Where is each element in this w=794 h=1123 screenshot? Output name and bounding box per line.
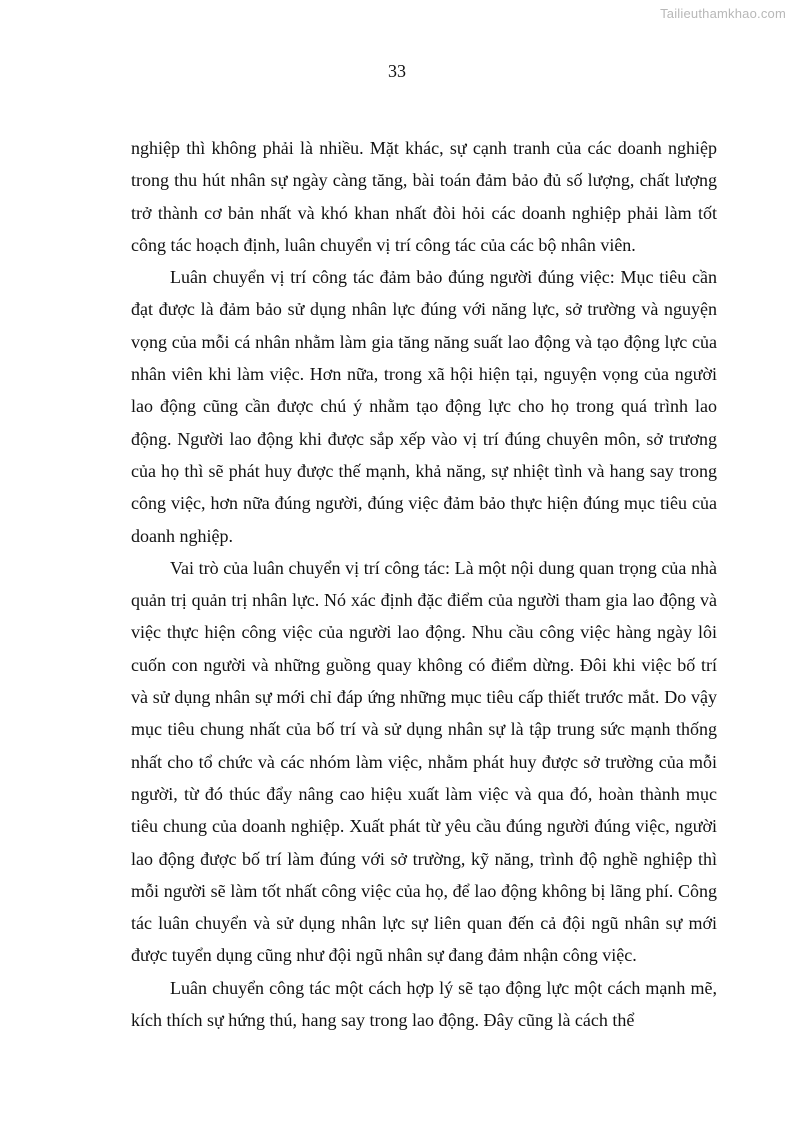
page-number: 33 xyxy=(388,61,406,81)
document-body xyxy=(131,132,717,1036)
watermark-text: Tailieuthamkhao.com xyxy=(660,6,786,21)
paragraph-continuation: nghiệp thì không phải là nhiều. Mặt khác, sự cạnh tranh của các doanh nghiệp trong thu hút nhân sự ngày càng tăng, bài toán đảm bảo đủ số lượng, chất lượng trở thành cơ bản nhất và khó khan nhất đòi hỏi các doanh nghiệp phải làm tốt công tác hoạch định, luân chuyển vị trí công tác của các bộ nhân viên. xyxy=(131,138,717,255)
paragraph-job-fit: Luân chuyển vị trí công tác đảm bảo đúng người đúng việc: Mục tiêu cần đạt được là đảm bảo sử dụng nhân lực đúng với năng lực, sở trường và nguyện vọng của mỗi cá nhân nhằm làm gia tăng năng suất lao động và tạo động lực của nhân viên khi làm việc. Hơn nữa, trong xã hội hiện tại, nguyện vọng của người lao động cũng cần được chú ý nhằm tạo động lực cho họ trong quá trình lao động. Người lao động khi được sắp xếp vào vị trí đúng chuyên môn, sở trương của họ thì sẽ phát huy được thế mạnh, khả năng, sự nhiệt tình và hang say trong công việc, hơn nữa đúng người, đúng việc đảm bảo thực hiện đúng mục tiêu của doanh nghiệp. xyxy=(131,267,717,546)
paragraph-motivation: Luân chuyển công tác một cách hợp lý sẽ tạo động lực một cách mạnh mẽ, kích thích sự hứng thú, hang say trong lao động. Đây cũng là cách thể xyxy=(131,977,717,1031)
paragraph-role-of-rotation: Vai trò của luân chuyển vị trí công tác: Là một nội dung quan trọng của nhà quản trị quản trị nhân lực. Nó xác định đặc điểm của người tham gia lao động và việc thực hiện công việc của người lao động. Nhu cầu công việc hàng ngày lôi cuốn con người và những guồng quay không có điểm dừng. Đôi khi việc bố trí và sử dụng nhân sự mới chỉ đáp ứng những mục tiêu cấp thiết trước mắt. Do vậy mục tiêu chung nhất của bố trí và sử dụng nhân sự là tập trung sức mạnh thống nhất cho tổ chức và các nhóm làm việc, nhằm phát huy được sở trường của mỗi người, từ đó thúc đẩy nâng cao hiệu xuất làm việc và qua đó, hoàn thành mục tiêu chung của doanh nghiệp. Xuất phát từ yêu cầu đúng người đúng việc, người lao động được bố trí làm đúng với sở trường, kỹ năng, trình độ nghề nghiệp thì mỗi người sẽ làm tốt nhất công việc của họ, để lao động không bị lãng phí. Công tác luân chuyển và sử dụng nhân lực sự liên quan đến cả đội ngũ nhân sự mới được tuyển dụng cũng như đội ngũ nhân sự đang đảm nhận công việc. xyxy=(131,557,717,966)
